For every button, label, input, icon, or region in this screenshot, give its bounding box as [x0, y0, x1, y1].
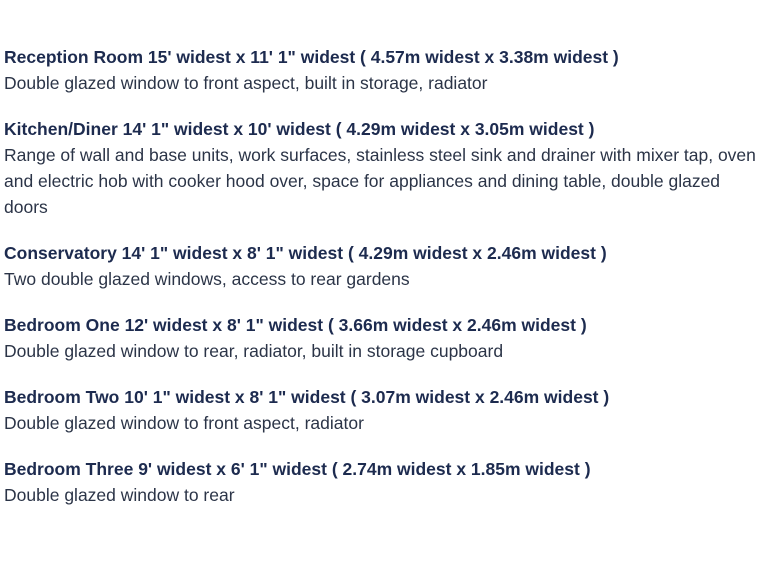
room-description: Double glazed window to rear, radiator, built in storage cupboard: [4, 341, 504, 361]
room-details-document: [4, 44, 766, 528]
room-heading: Bedroom Two 10' 1" widest x 8' 1" widest ( 3.07m widest x 2.46m widest ): [4, 387, 610, 407]
room-heading: Conservatory 14' 1" widest x 8' 1" widest ( 4.29m widest x 2.46m widest ): [4, 243, 607, 263]
room-entry-conservatory: [4, 240, 766, 292]
room-entry-bedroom-one: [4, 312, 766, 364]
room-heading: Bedroom One 12' widest x 8' 1" widest ( 3.66m widest x 2.46m widest ): [4, 315, 587, 335]
room-description: Two double glazed windows, access to rear gardens: [4, 269, 410, 289]
room-entry-kitchen-diner: [4, 116, 766, 220]
room-description: Double glazed window to front aspect, radiator: [4, 413, 364, 433]
room-description: Double glazed window to front aspect, built in storage, radiator: [4, 73, 488, 93]
room-heading: Kitchen/Diner 14' 1" widest x 10' widest ( 4.29m widest x 3.05m widest ): [4, 119, 595, 139]
room-entry-bedroom-two: [4, 384, 766, 436]
room-entry-bedroom-three: [4, 456, 766, 508]
room-description: Double glazed window to rear: [4, 485, 235, 505]
room-heading: Reception Room 15' widest x 11' 1" widest ( 4.57m widest x 3.38m widest ): [4, 47, 619, 67]
room-entry-reception-room: [4, 44, 766, 96]
room-description: Range of wall and base units, work surfaces, stainless steel sink and drainer with mixer tap, oven and electric hob with cooker hood over, space for appliances and dining table, double glazed doors: [4, 145, 756, 217]
room-heading: Bedroom Three 9' widest x 6' 1" widest ( 2.74m widest x 1.85m widest ): [4, 459, 591, 479]
